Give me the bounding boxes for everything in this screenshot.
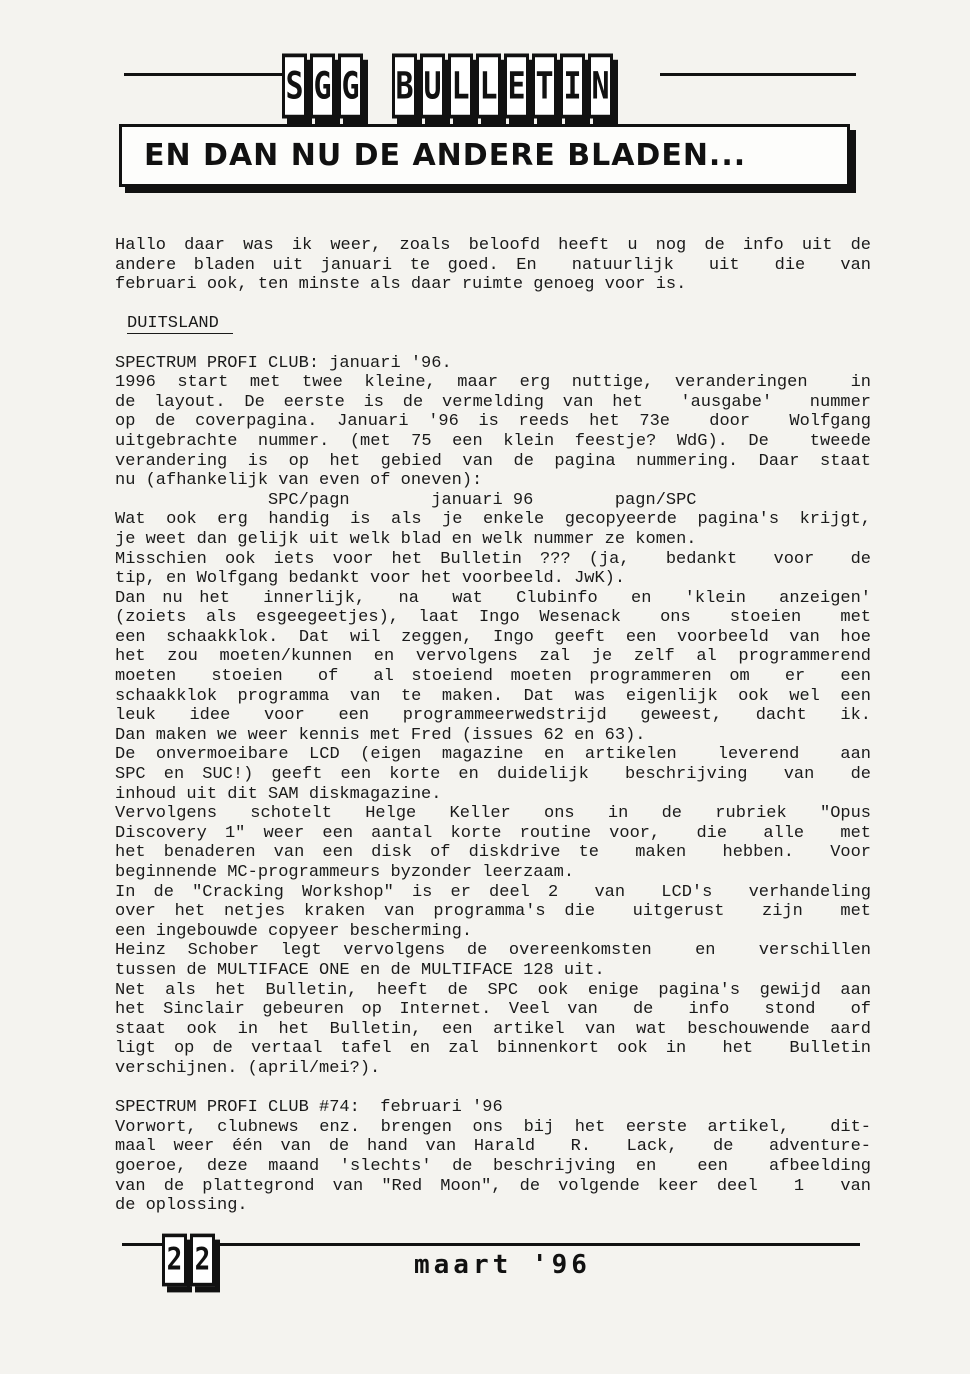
text-line: een schaakklok. Dat wil zeggen, Ingo geeft een voorbeeld van hoe — [115, 627, 871, 647]
text-line: februari ook, ten minste als daar ruimte genoeg voor is. — [115, 275, 687, 295]
masthead-letter-tile: I — [560, 54, 585, 119]
text-line: het zou moeten/kunnen en vervolgens zal je zelf al programmerend — [115, 647, 871, 667]
text-line: maal weer één van de hand van Harald R. Lack, de adventure- — [115, 1137, 871, 1157]
text-line: beginnende MC-programmeurs byzonder leerzaam. — [115, 863, 575, 882]
masthead-letter-tile: N — [588, 54, 613, 119]
masthead-letter-tile: L — [476, 54, 501, 119]
masthead-letter-tile: L — [448, 54, 473, 119]
text-line: moeten stoeien of al stoeiend moeten programmeren om er een — [115, 667, 871, 687]
masthead-rule-right — [660, 73, 856, 76]
text-line: Net als het Bulletin, heeft de SPC ook enige pagina's gewijd aan — [115, 980, 871, 1000]
text-line: tip, en Wolfgang bedankt voor het voorbeeld. JwK). — [115, 569, 626, 589]
text-line: van de plattegrond van "Red Moon", de volgende keer deel 1 van — [115, 1176, 871, 1196]
text-line: het benaderen van een disk of diskdrive te maken hebben. Voor — [115, 843, 871, 863]
text-line: Discovery 1" weer een aantal korte routine voor, die alle met — [115, 823, 871, 843]
page-number — [162, 1238, 218, 1282]
masthead-letter-tile: T — [532, 54, 557, 119]
footer-date: maart '96 — [414, 1250, 591, 1280]
text-line: De onvermoeibare LCD (eigen magazine en artikelen leverend aan — [115, 745, 871, 765]
article-title: EN DAN NU DE ANDERE BLADEN... — [144, 138, 747, 173]
masthead-logo — [282, 54, 616, 118]
text-line: het Sinclair gebeuren op Internet. Veel van de info stond of — [115, 1000, 871, 1020]
text-line: Dan maken we weer kennis met Fred (issues 62 en 63). — [115, 725, 646, 745]
text-line: Misschien ook iets voor het Bulletin ??? (ja, bedankt voor de — [115, 549, 871, 569]
text-line: Heinz Schober legt vervolgens de overeenkomsten en verschillen — [115, 941, 871, 961]
text-line: schaakklok programma van te maken. Dat was eigenlijk ook wel een — [115, 686, 871, 706]
text-line: SPC/pagn januari 96 pagn/SPC — [115, 490, 697, 510]
text-line: verandering is op het gebied van de pagina nummering. Daar staat — [115, 451, 871, 471]
text-line: Wat ook erg handig is als je enkele gecopyeerde pagina's krijgt, — [115, 510, 871, 530]
text-line: over het netjes kraken van programma's die uitgerust zijn met — [115, 902, 871, 922]
text-line: een ingebouwde copyeer bescherming. — [115, 921, 473, 941]
masthead-letter-tile: G — [310, 54, 335, 119]
section-heading: DUITSLAND — [115, 314, 871, 334]
text-line: inhoud uit dit SAM diskmagazine. — [115, 784, 442, 804]
text-line: verschijnen. (april/mei?). — [115, 1058, 381, 1078]
article-body — [115, 236, 871, 1216]
footer-rule — [122, 1243, 860, 1246]
text-line: leuk idee voor een programmeerwedstrijd geweest, dacht ik. — [115, 706, 871, 726]
text-line: andere bladen uit januari te goed. En natuurlijk uit die van — [115, 255, 871, 275]
article-spc-januari — [115, 354, 871, 1079]
masthead-letter-tile: S — [282, 54, 307, 119]
text-line: Vervolgens schotelt Helge Keller ons in de rubriek "Opus — [115, 804, 871, 824]
intro-paragraph — [115, 236, 871, 295]
page-number-digit: 2 — [162, 1234, 187, 1287]
text-line: SPECTRUM PROFI CLUB #74: februari '96 — [115, 1098, 503, 1118]
text-line: ligt op de vertaal tafel en zal binnenkort ook in het Bulletin — [115, 1039, 871, 1059]
article-spc-februari — [115, 1098, 871, 1216]
masthead-rule-left — [124, 73, 284, 76]
text-line: SPC en SUC!) geeft een korte en duidelijk beschrijving van de — [115, 765, 871, 785]
text-line: staat ook in het Bulletin, een artikel van wat beschouwende aard — [115, 1019, 871, 1039]
text-line: uitgebrachte nummer. (met 75 een klein feestje? WdG). De tweede — [115, 431, 871, 451]
article-banner — [119, 124, 850, 187]
text-line: SPECTRUM PROFI CLUB: januari '96. — [115, 353, 452, 373]
masthead-letter-tile: G — [338, 54, 363, 119]
text-line: Hallo daar was ik weer, zoals beloofd heeft u nog de info uit de — [115, 236, 871, 255]
masthead-letter-tile: U — [420, 54, 445, 119]
text-line: In de "Cracking Workshop" is er deel 2 van LCD's verhandeling — [115, 882, 871, 902]
text-line: (zoiets als esgeegeetjes), laat Ingo Wesenack ons stoeien met — [115, 608, 871, 628]
text-line: de oplossing. — [115, 1196, 248, 1216]
masthead-letter-tile: E — [504, 54, 529, 119]
text-line: tussen de MULTIFACE ONE en de MULTIFACE 128 uit. — [115, 960, 605, 980]
page-number-digit: 2 — [190, 1234, 215, 1287]
masthead-sgg — [282, 60, 366, 112]
masthead-letter-tile: B — [392, 54, 417, 119]
text-line: nu (afhankelijk van even of oneven): — [115, 471, 483, 491]
text-line: op de coverpagina. Januari '96 is reeds het 73e door Wolfgang — [115, 412, 871, 432]
text-line: Dan nu het innerlijk, na wat Clubinfo en 'klein anzeigen' — [115, 588, 871, 608]
text-line: goeroe, deze maand 'slechts' de beschrijving en een afbeelding — [115, 1156, 871, 1176]
text-line: 1996 start met twee kleine, maar erg nuttige, veranderingen in — [115, 373, 871, 393]
text-line: je weet dan gelijk uit welk blad en welk nummer ze komen. — [115, 529, 697, 549]
masthead-bulletin — [392, 60, 616, 112]
text-line: Vorwort, clubnews enz. brengen ons bij het eerste artikel, dit- — [115, 1117, 871, 1137]
text-line: de layout. De eerste is de vermelding van het 'ausgabe' nummer — [115, 392, 871, 412]
